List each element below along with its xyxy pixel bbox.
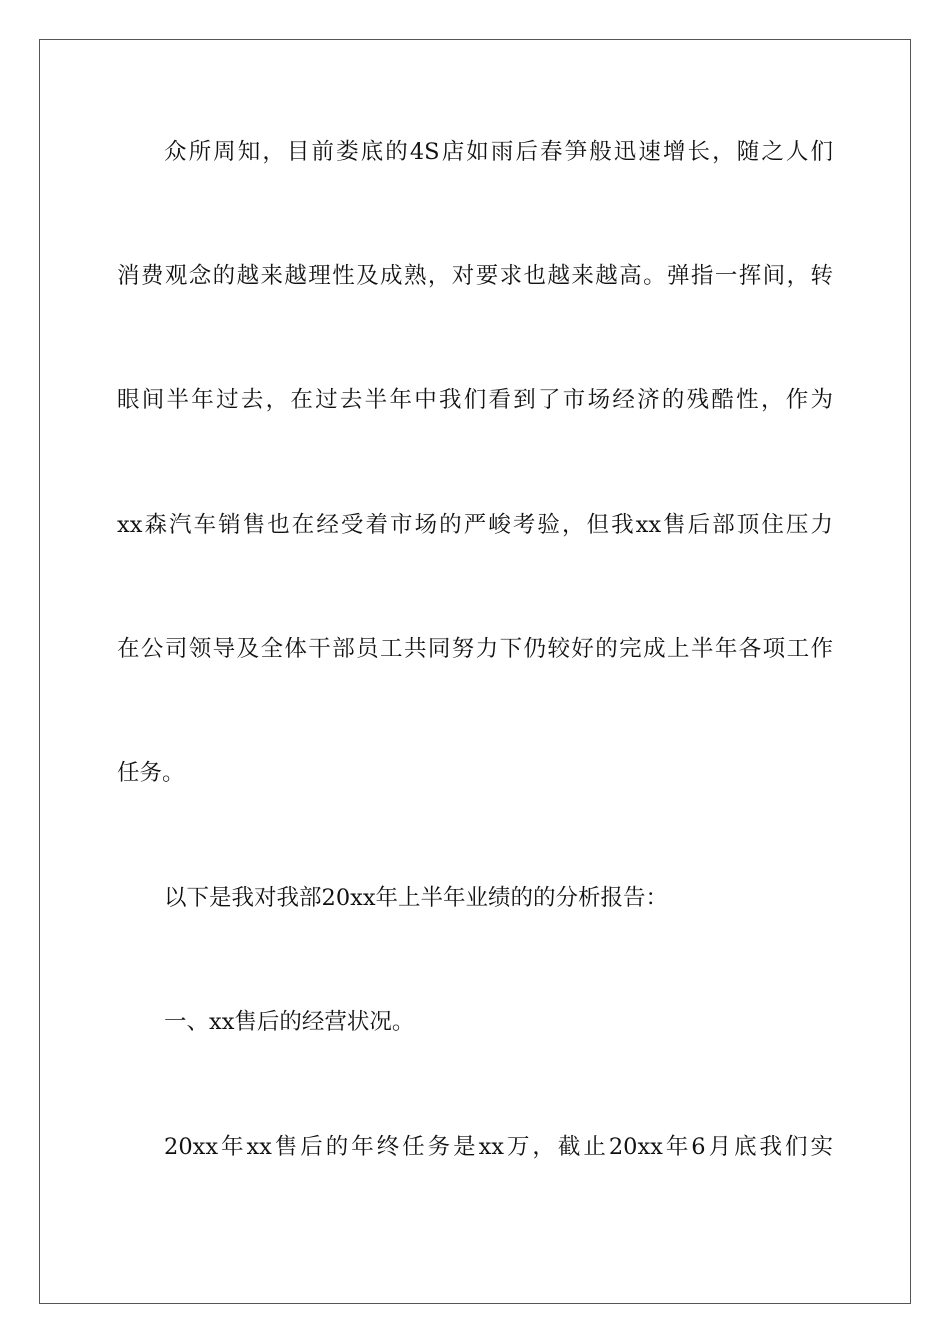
paragraph-task-line: 20xx年xx售后的年终任务是xx万，截止20xx年6月底我们实 [164, 1134, 833, 1160]
paragraph-line-5: 在公司领导及全体干部员工共同努力下仍较好的完成上半年各项工作 [117, 636, 833, 662]
paragraph-intro: 以下是我对我部20xx年上半年业绩的的分析报告： [164, 885, 669, 911]
paragraph-line-4: xx森汽车销售也在经受着市场的严峻考验，但我xx售后部顶住压力 [117, 512, 833, 538]
paragraph-line-6: 任务。 [117, 760, 185, 786]
section-heading: 一、xx售后的经营状况。 [164, 1009, 415, 1035]
paragraph-line-3: 眼间半年过去，在过去半年中我们看到了市场经济的残酷性，作为 [117, 387, 833, 413]
page-border [39, 39, 911, 1304]
paragraph-line-2: 消费观念的越来越理性及成熟，对要求也越来越高。弹指一挥间，转 [117, 263, 833, 289]
paragraph-line-1: 众所周知，目前娄底的4S店如雨后春笋般迅速增长，随之人们 [164, 139, 833, 165]
